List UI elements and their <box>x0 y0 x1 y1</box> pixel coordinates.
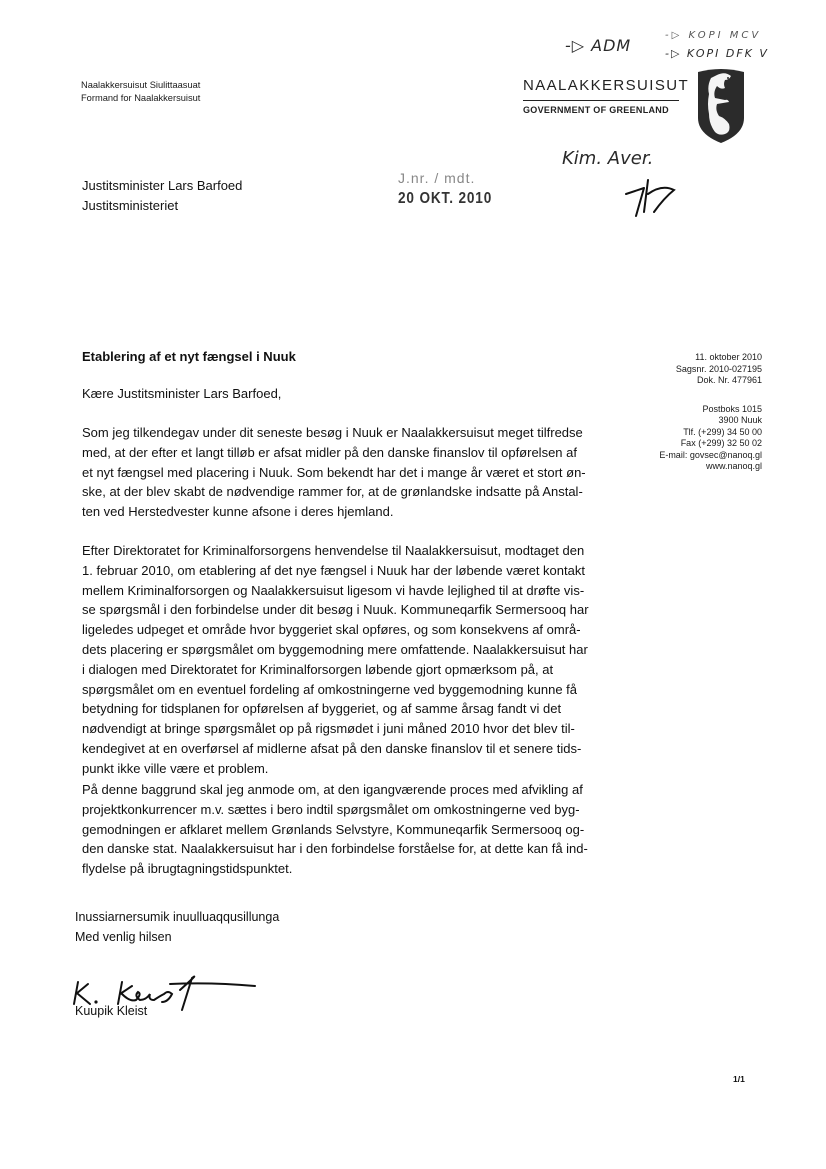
handwritten-routing-kopi-2: -▷ KOPI DFK V <box>665 47 769 60</box>
paragraph-line: nødvendigt at bringe spørgsmålet op på rigsmødet i juni måned 2010 hvor det blev til- <box>82 721 575 737</box>
paragraph-line: den danske stat. Naalakkersuisut har i den forbindelse forståelse for, at dette kan få ind- <box>82 841 588 857</box>
email-link[interactable]: E-mail: govsec@nanoq.gl <box>659 449 762 460</box>
handwritten-routing-adm: -▷ ADM <box>565 36 632 55</box>
paragraph-line: et nyt fængsel med placering i Nuuk. Som bekendt har det i mange år været et stort øn- <box>82 464 586 480</box>
document-number: Dok. Nr. 477961 <box>696 375 762 385</box>
signer-name: Kuupik Kleist <box>75 1004 148 1018</box>
sender-title-greenlandic: Naalakkersuisut Siulittaasuat <box>81 80 201 90</box>
paragraph-line: Efter Direktoratet for Kriminalforsorgens henvendelse til Naalakkersuisut, modtaget den <box>82 543 585 558</box>
closing-greenlandic: Inussiarnersumik inuulluaqqusillunga <box>75 910 280 924</box>
paragraph-line: kendegivet at en overførsel af midlerne afsat på den danske finanslov til et senere tids- <box>82 740 582 756</box>
paragraph-line: i dialogen med Direktoratet for Kriminalforsorgen løbende gjort opmærksom på, at <box>82 661 554 677</box>
case-number: Sagsnr. 2010-027195 <box>675 363 762 374</box>
page-number: 1/1 <box>733 1074 745 1084</box>
website-link[interactable]: www.nanoq.gl <box>705 461 762 471</box>
received-stamp <box>398 170 509 208</box>
paragraph-line: med, at der efter et langt tilløb er afsat midler på den danske finanslov til opførelsen af <box>82 444 577 460</box>
paragraph-line: spørgsmålet om en eventuel fordeling af omkostningerne ved byggemodning kunne få <box>82 681 578 697</box>
closing-block <box>75 907 279 947</box>
polar-bear-shield-icon <box>695 66 747 144</box>
stamp-label: J.nr. / mdt. <box>398 170 476 186</box>
body-paragraph-3 <box>82 780 614 879</box>
postbox: Postboks 1015 <box>702 403 762 414</box>
handwritten-routing-kopi-1: -▷ KOPI MCV <box>665 30 762 41</box>
paragraph-line: 1. februar 2010, om etablering af det nye fængsel i Nuuk har der løbende været kontakt <box>82 562 585 578</box>
document-metadata <box>659 352 762 473</box>
body-paragraph-1 <box>82 423 614 522</box>
brand-divider <box>523 100 679 101</box>
paragraph-line: ske, at der blev skabt de nødvendige rammer for, at de grønlandske indsatte på Anstal- <box>82 484 583 500</box>
recipient-block <box>82 176 242 216</box>
body-paragraph-2 <box>82 541 614 779</box>
handwritten-mark-icon <box>620 172 680 220</box>
paragraph-line: Som jeg tilkendegav under dit seneste besøg i Nuuk er Naalakkersuisut meget tilfredse <box>82 425 583 440</box>
paragraph-line: flydelse på ibrugtagningstidspunktet. <box>82 861 293 877</box>
sender-title-danish: Formand for Naalakkersuisut <box>81 93 201 103</box>
sender-block <box>81 79 200 105</box>
city: 3900 Nuuk <box>718 415 762 425</box>
fax: Fax (+299) 32 50 02 <box>680 438 762 448</box>
paragraph-line: dets placering er spørgsmålet om byggemodning mere omfattende. Naalakkersuisut har <box>82 641 588 657</box>
letterhead-brand <box>523 77 690 115</box>
paragraph-line: mellem Kriminalforsorgen og Naalakkersuisut ligesom vi havde lejlighed til at drøfte vis- <box>82 582 585 598</box>
letter-subject: Etablering af et nyt fængsel i Nuuk <box>82 349 296 364</box>
stamp-date: 20 OKT. 2010 <box>398 190 493 207</box>
paragraph-line: ligeledes udpeget et område hvor byggeriet skal opføres, og som konsekvens af områ- <box>82 622 581 638</box>
brand-name: NAALAKKERSUISUT <box>523 77 690 94</box>
paragraph-line: projektkonkurrencer m.v. sættes i bero indtil spørgsmålet om omkostningerne ved byg- <box>82 801 580 817</box>
recipient-name: Justitsminister Lars Barfoed <box>82 178 243 193</box>
phone: Tlf. (+299) 34 50 00 <box>683 426 762 437</box>
paragraph-line: se spørgsmål i den forbindelse under dit besøg i Nuuk. Kommuneqarfik Sermersooq har <box>82 602 589 618</box>
paragraph-line: På denne baggrund skal jeg anmode om, at den igangværende proces med afvikling af <box>82 782 583 797</box>
handwritten-initials: Kim. Aver. <box>562 148 654 169</box>
salutation: Kære Justitsminister Lars Barfoed, <box>82 386 282 401</box>
paragraph-line: punkt ikke ville være et problem. <box>82 760 269 776</box>
recipient-organization: Justitsministeriet <box>82 198 179 213</box>
brand-subtitle: GOVERNMENT OF GREENLAND <box>523 105 669 115</box>
letter-date: 11. oktober 2010 <box>695 352 762 362</box>
paragraph-line: betydning for tidsplanen for opførelsen af byggeriet, og af samme årsag fandt vi det <box>82 701 562 717</box>
closing-danish: Med venlig hilsen <box>75 930 172 944</box>
paragraph-line: gemodningen er afklaret mellem Grønlands Selvstyre, Kommuneqarfik Sermersooq og- <box>82 821 585 837</box>
paragraph-line: ten ved Herstedvester kunne afsone i deres hjemland. <box>82 504 394 520</box>
